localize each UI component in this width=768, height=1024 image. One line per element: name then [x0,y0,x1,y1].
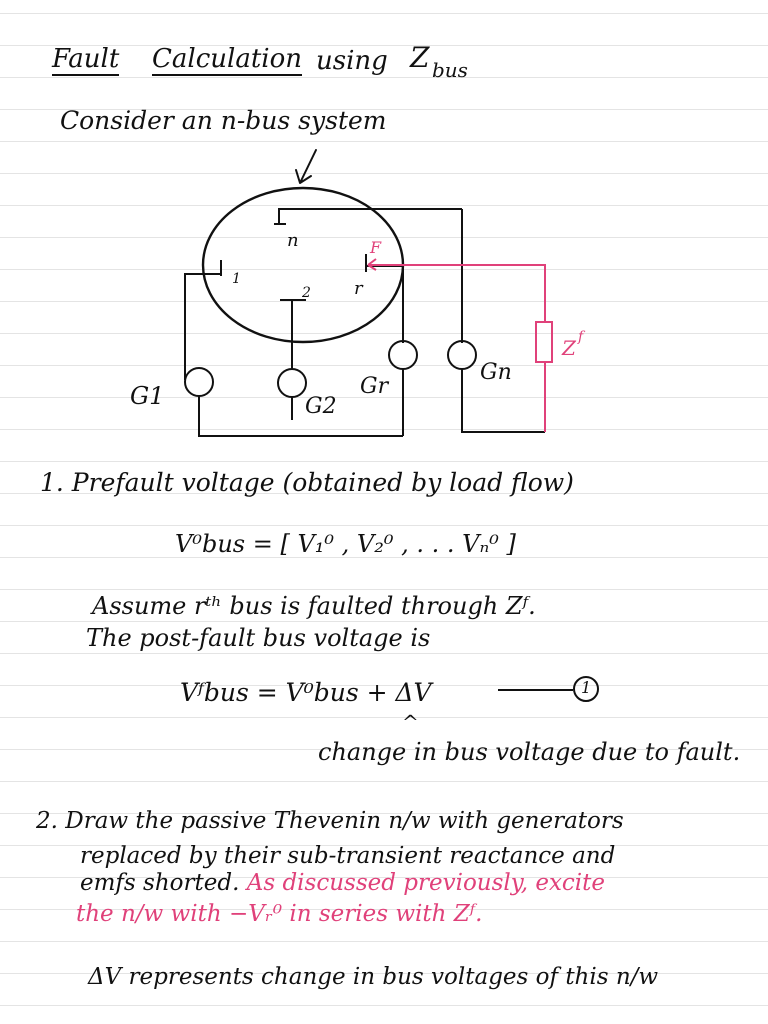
label-g2: G2 [305,394,337,419]
label-gr: Gr [360,374,389,399]
title-word-fault: Fault [52,44,120,74]
label-bus-1: 1 [232,271,241,287]
step1-equation-postfault: Vᶠbus = V⁰bus + ΔV [180,678,432,707]
step2-line1: 2. Draw the passive Thevenin n/w with generators [36,808,624,834]
step2-line3-black: emfs shorted. [80,870,240,896]
title-word-calculation: Calculation [152,44,302,74]
step1-postfault-line: The post-fault bus voltage is [86,624,431,652]
label-impedance-sup: f [578,329,584,345]
delta-v-caret: ^ [402,710,419,734]
label-gn: Gn [480,360,512,385]
label-bus-r: r [354,278,363,299]
step2-line2: replaced by their sub-transient reactance and [80,843,616,869]
label-g1: G1 [130,382,165,410]
step2-line3 [80,872,605,895]
step2-last-line: ΔV represents change in bus voltages of this n/w [88,964,659,990]
title-word-using: using [316,46,388,76]
label-impedance: Z [562,336,576,360]
step1-assume-line: Assume rᵗʰ bus is faulted through Zᶠ. [92,592,536,620]
equation-number: 1 [581,678,592,697]
step1-equation-prefault: V⁰bus = [ V₁⁰ , V₂⁰ , . . . Vₙ⁰ ] [175,530,516,558]
label-fault: F [370,238,382,257]
step1-heading: 1. Prefault voltage (obtained by load flow) [40,468,574,497]
intro-line: Consider an n-bus system [60,106,387,135]
title-zbus-z: Z [410,41,430,74]
label-bus-2: 2 [302,285,311,301]
title-zbus-sub: bus [432,58,468,82]
step1-note: change in bus voltage due to fault. [318,738,741,766]
step2-line3-pink: As discussed previously, excite [239,870,606,896]
label-bus-n: n [287,230,299,251]
step2-line4: the n/w with −Vᵣ⁰ in series with Zᶠ. [76,901,483,927]
